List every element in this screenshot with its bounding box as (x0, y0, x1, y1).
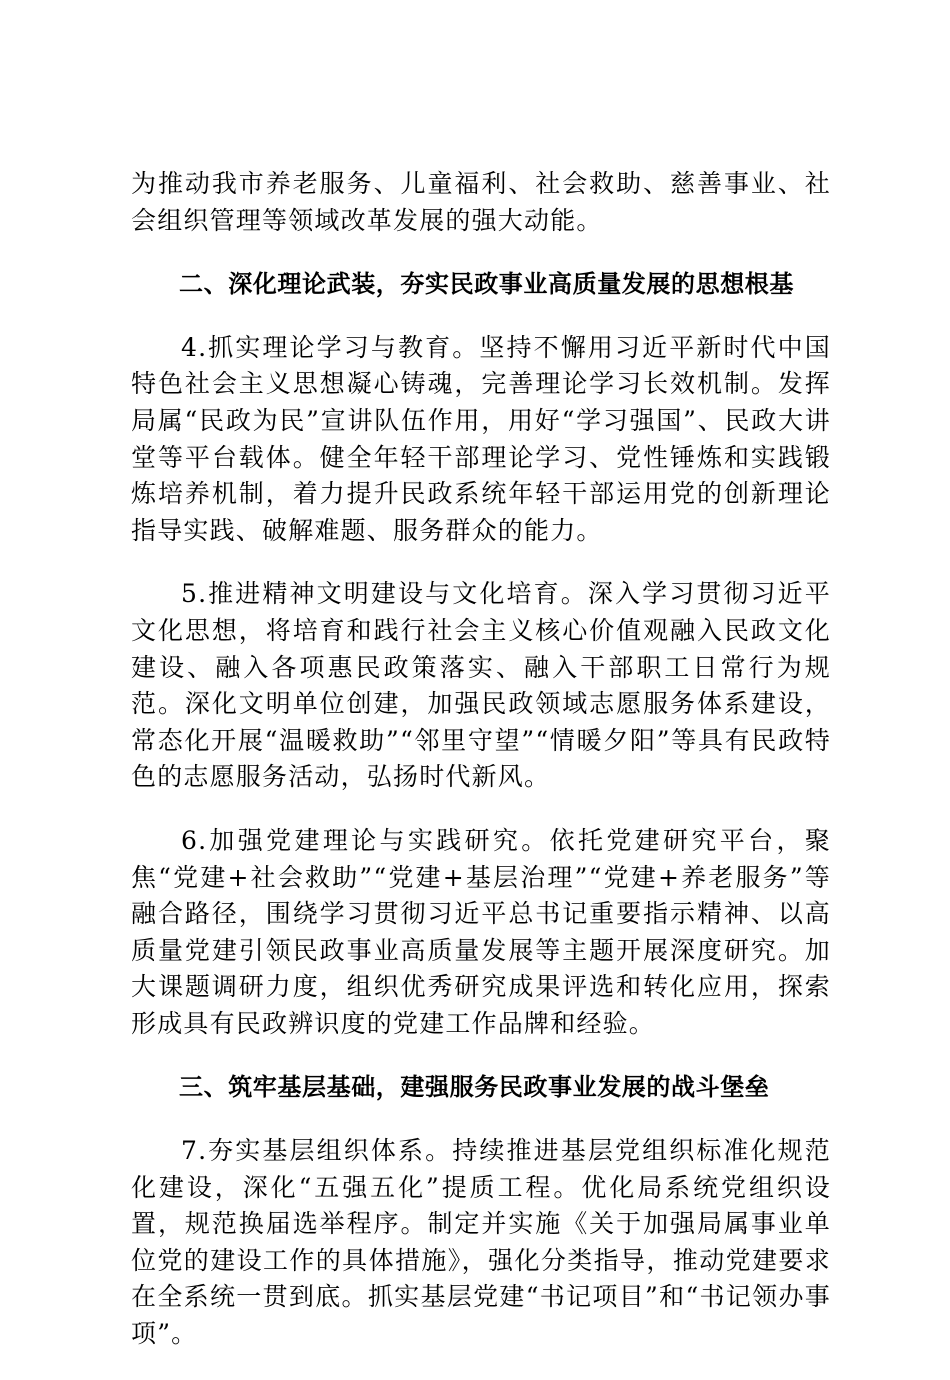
paragraph-item-5: 5.推进精神文明建设与文化培育。深入学习贯彻习近平文化思想，将培育和践行社会主义核心价值观融入民政文化建设、融入各项惠民政策落实、融入干部职工日常行为规范。深化文明单位创建，加强民政领域志愿服务体系建设，常态化开展“温暖救助”“邻里守望”“情暖夕阳”等具有民政特色的志愿服务活动，弘扬时代新风。 (131, 579, 831, 792)
paragraph-continuation: 为推动我市养老服务、儿童福利、社会救助、慈善事业、社会组织管理等领域改革发展的强大动能。 (131, 169, 831, 235)
section-heading-3: 三、筑牢基层基础，建强服务民政事业发展的战斗堡垒 (179, 1073, 770, 1102)
paragraph-item-7: 7.夯实基层组织体系。持续推进基层党组织标准化规范化建设，深化“五强五化”提质工程。优化局系统党组织设置，规范换届选举程序。制定并实施《关于加强局属事业单位党的建设工作的具体措施》，强化分类指导，推动党建要求在全系统一贯到底。抓实基层党建“书记项目”和“书记领办事项”。 (131, 1136, 831, 1349)
paragraph-item-6: 6.加强党建理论与实践研究。依托党建研究平台，聚焦“党建+社会救助”“党建+基层治理”“党建+养老服务”等融合路径，围绕学习贯彻习近平总书记重要指示精神、以高质量党建引领民政事业高质量发展等主题开展深度研究。加大课题调研力度，组织优秀研究成果评选和转化应用，探索形成具有民政辨识度的党建工作品牌和经验。 (131, 825, 831, 1038)
paragraph-item-4: 4.抓实理论学习与教育。坚持不懈用习近平新时代中国特色社会主义思想凝心铸魂，完善理论学习长效机制。发挥局属“民政为民”宣讲队伍作用，用好“学习强国”、民政大讲堂等平台载体。健全年轻干部理论学习、党性锤炼和实践锻炼培养机制，着力提升民政系统年轻干部运用党的创新理论指导实践、破解难题、服务群众的能力。 (131, 332, 831, 545)
document-body (131, 166, 831, 1380)
section-heading-2: 二、深化理论武装，夯实民政事业高质量发展的思想根基 (179, 270, 794, 299)
